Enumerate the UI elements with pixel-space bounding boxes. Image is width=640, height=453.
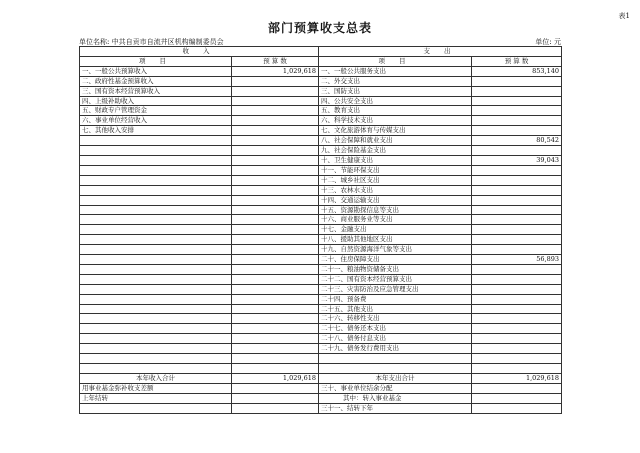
table-row: [80, 264, 562, 274]
income-item-cell: [80, 195, 232, 205]
page-title: 部门预算收支总表: [267, 21, 372, 35]
expense-item-cell: 十四、交通运输支出: [319, 195, 472, 205]
table-row: [80, 106, 562, 116]
income-amount-cell: [232, 116, 319, 126]
income-total-label: 本年收入合计: [80, 373, 232, 383]
income-amount-cell: [232, 215, 319, 225]
expense-amount-cell: 39,043: [472, 155, 562, 165]
totals-row: [80, 373, 562, 383]
income-item-cell: [80, 146, 232, 156]
income-item-cell: [80, 403, 232, 413]
expense-amount-cell: [472, 314, 562, 324]
expense-item-cell: 十、卫生健康支出: [319, 155, 472, 165]
income-amount-cell: [232, 205, 319, 215]
expense-item-cell: 四、公共安全支出: [319, 96, 472, 106]
table-row: [80, 175, 562, 185]
expense-amount-cell: [472, 126, 562, 136]
income-item-cell: [80, 284, 232, 294]
expense-item-cell: 三、国防支出: [319, 86, 472, 96]
table-row: [80, 314, 562, 324]
income-amount-cell: [232, 76, 319, 86]
income-amount-cell: [232, 155, 319, 165]
income-amount-cell: [232, 106, 319, 116]
income-amount-cell: [232, 165, 319, 175]
income-amount-cell: [232, 255, 319, 265]
expense-amount-cell: [472, 304, 562, 314]
income-item-cell: [80, 155, 232, 165]
expense-item-cell: 二十五、其他支出: [319, 304, 472, 314]
expense-amount-cell: [472, 235, 562, 245]
table-row: [80, 195, 562, 205]
income-item-cell: [80, 136, 232, 146]
income-item-cell: [80, 354, 232, 364]
income-amount-cell: [232, 393, 319, 403]
expense-amount-cell: [472, 284, 562, 294]
income-amount-cell: [232, 304, 319, 314]
expense-item-cell: 二十六、转移性支出: [319, 314, 472, 324]
expense-amount-cell: [472, 106, 562, 116]
income-item-cell: 七、其他收入安排: [80, 126, 232, 136]
income-amount-cell: [232, 136, 319, 146]
expense-item-cell: 八、社会保障和就业支出: [319, 136, 472, 146]
expense-item-cell: 六、科学技术支出: [319, 116, 472, 126]
income-amount-cell: [232, 344, 319, 354]
table-row: [80, 76, 562, 86]
income-item-cell: [80, 205, 232, 215]
expense-amount-cell: [472, 86, 562, 96]
table-row: [80, 165, 562, 175]
income-amount-cell: [232, 354, 319, 364]
expense-amount-cell: [472, 393, 562, 403]
income-item-cell: 上年结转: [80, 393, 232, 403]
income-amount-cell: [232, 96, 319, 106]
expense-item-cell: 十七、金融支出: [319, 225, 472, 235]
expense-amount-cell: [472, 76, 562, 86]
income-item-cell: 六、事业单位经营收入: [80, 116, 232, 126]
expense-amount-cell: [472, 146, 562, 156]
income-amount-cell: [232, 185, 319, 195]
currency-unit: 单位: 元: [535, 38, 561, 46]
expense-amount-cell: [472, 294, 562, 304]
expense-item-cell: 十六、商业服务业等支出: [319, 215, 472, 225]
expense-item-cell: 二十三、灾害防治及应急管理支出: [319, 284, 472, 294]
income-item-cell: [80, 314, 232, 324]
expense-amount-cell: [472, 344, 562, 354]
expense-item-cell: 三十、事业单位结余分配: [319, 383, 472, 393]
income-amount-cell: [232, 284, 319, 294]
expense-item-cell: 一、一般公共服务支出: [319, 66, 472, 76]
income-amount-cell: [232, 126, 319, 136]
income-amount-cell: [232, 225, 319, 235]
income-amount-cell: [232, 403, 319, 413]
income-amount-cell: [232, 146, 319, 156]
income-item-cell: 用事业基金弥补收支差额: [80, 383, 232, 393]
expense-amount-cell: [472, 185, 562, 195]
expense-item-cell: 其中：转入事业基金: [319, 393, 472, 403]
income-item-cell: 二、政府性基金预算收入: [80, 76, 232, 86]
expense-item-cell: 五、教育支出: [319, 106, 472, 116]
income-amount-cell: [232, 175, 319, 185]
income-amount-cell: [232, 86, 319, 96]
table-row: [80, 304, 562, 314]
expense-item-cell: 九、社会保险基金支出: [319, 146, 472, 156]
income-total-value: 1,029,618: [232, 373, 319, 383]
expense-item-cell: 二十九、债务发行费用支出: [319, 344, 472, 354]
expense-item-cell: [319, 363, 472, 373]
table-footer: [80, 383, 562, 413]
expense-amount-cell: [472, 195, 562, 205]
income-item-cell: [80, 185, 232, 195]
table-row: [80, 215, 562, 225]
income-amount-cell: 1,029,618: [232, 66, 319, 76]
table-row: [80, 403, 562, 413]
table-body: [80, 66, 562, 373]
expense-item-cell: 十一、节能环保支出: [319, 165, 472, 175]
expense-amount-cell: 56,893: [472, 255, 562, 265]
table-number: 表1: [618, 12, 630, 20]
expense-amount-cell: [472, 245, 562, 255]
income-item-cell: [80, 324, 232, 334]
income-item-cell: [80, 235, 232, 245]
expense-amount-cell: [472, 215, 562, 225]
expense-amount-cell: [472, 165, 562, 175]
table-row: [80, 334, 562, 344]
table-row: [80, 126, 562, 136]
income-item-cell: 四、上级补助收入: [80, 96, 232, 106]
expense-item-header: 项 目: [319, 56, 472, 66]
expense-amount-cell: [472, 264, 562, 274]
income-amount-cell: [232, 334, 319, 344]
income-amount-cell: [232, 383, 319, 393]
expense-amount-cell: [472, 116, 562, 126]
expense-item-cell: 二十、住房保障支出: [319, 255, 472, 265]
income-item-cell: [80, 294, 232, 304]
expense-item-cell: 十九、自然资源海洋气象等支出: [319, 245, 472, 255]
income-amount-cell: [232, 274, 319, 284]
table-row: [80, 136, 562, 146]
income-item-cell: 五、财政专户管理资金: [80, 106, 232, 116]
expense-item-cell: 七、文化旅游体育与传媒支出: [319, 126, 472, 136]
expense-item-cell: 三十一、结转下年: [319, 403, 472, 413]
expense-total-value: 1,029,618: [472, 373, 562, 383]
expense-item-cell: 十二、城乡社区支出: [319, 175, 472, 185]
expense-item-cell: 十五、资源勘探信息等支出: [319, 205, 472, 215]
expense-amount-cell: [472, 324, 562, 334]
expense-item-cell: 十八、援助其他地区支出: [319, 235, 472, 245]
table-row: [80, 185, 562, 195]
table-row: [80, 383, 562, 393]
expense-amount-cell: [472, 225, 562, 235]
income-item-cell: [80, 165, 232, 175]
income-item-cell: [80, 245, 232, 255]
expense-item-cell: 二十一、粮油物资储备支出: [319, 264, 472, 274]
table-row: [80, 116, 562, 126]
income-item-cell: [80, 225, 232, 235]
income-item-cell: 一、一般公共预算收入: [80, 66, 232, 76]
income-amount-cell: [232, 264, 319, 274]
expense-amount-cell: 80,542: [472, 136, 562, 146]
expense-amount-cell: [472, 354, 562, 364]
income-item-cell: [80, 274, 232, 284]
group-header-row: [80, 47, 562, 57]
income-item-cell: [80, 264, 232, 274]
table-row: [80, 86, 562, 96]
expense-amount-cell: 853,140: [472, 66, 562, 76]
table-row: [80, 225, 562, 235]
table-row: [80, 146, 562, 156]
expense-group-header: 支 出: [319, 47, 562, 57]
income-amount-cell: [232, 235, 319, 245]
table-row: [80, 274, 562, 284]
income-amount-cell: [232, 314, 319, 324]
expense-amount-cell: [472, 205, 562, 215]
table-row: [80, 155, 562, 165]
income-budget-header: 预 算 数: [232, 56, 319, 66]
unit-name: 单位名称: 中共自贡市自流井区机构编制委员会: [79, 38, 224, 46]
table-row: [80, 96, 562, 106]
income-group-header: 收 入: [80, 47, 319, 57]
income-item-cell: [80, 344, 232, 354]
expense-item-cell: 十三、农林水支出: [319, 185, 472, 195]
income-amount-cell: [232, 294, 319, 304]
table-row: [80, 255, 562, 265]
income-item-cell: [80, 255, 232, 265]
income-amount-cell: [232, 363, 319, 373]
expense-amount-cell: [472, 96, 562, 106]
expense-amount-cell: [472, 334, 562, 344]
table-row: [80, 284, 562, 294]
budget-table: [79, 46, 562, 414]
table-row: [80, 324, 562, 334]
income-amount-cell: [232, 245, 319, 255]
income-amount-cell: [232, 324, 319, 334]
income-item-cell: [80, 304, 232, 314]
expense-item-cell: 二十四、预备费: [319, 294, 472, 304]
table-row: [80, 66, 562, 76]
expense-amount-cell: [472, 363, 562, 373]
income-item-cell: [80, 215, 232, 225]
expense-amount-cell: [472, 383, 562, 393]
table-row: [80, 205, 562, 215]
table-row: [80, 344, 562, 354]
column-header-row: [80, 56, 562, 66]
income-item-cell: 三、国有资本经营预算收入: [80, 86, 232, 96]
table-row: [80, 354, 562, 364]
expense-amount-cell: [472, 175, 562, 185]
income-amount-cell: [232, 195, 319, 205]
income-item-header: 项 目: [80, 56, 232, 66]
income-item-cell: [80, 363, 232, 373]
table-row: [80, 393, 562, 403]
expense-item-cell: 二十八、债务付息支出: [319, 334, 472, 344]
expense-amount-cell: [472, 274, 562, 284]
expense-budget-header: 预 算 数: [472, 56, 562, 66]
expense-item-cell: 二十二、国有资本经营预算支出: [319, 274, 472, 284]
expense-item-cell: [319, 354, 472, 364]
table-row: [80, 245, 562, 255]
income-item-cell: [80, 175, 232, 185]
income-item-cell: [80, 334, 232, 344]
table-row: [80, 235, 562, 245]
expense-amount-cell: [472, 403, 562, 413]
table-row: [80, 363, 562, 373]
expense-item-cell: 二十七、债务还本支出: [319, 324, 472, 334]
table-row: [80, 294, 562, 304]
expense-item-cell: 二、外交支出: [319, 76, 472, 86]
expense-total-label: 本年支出合计: [319, 373, 472, 383]
